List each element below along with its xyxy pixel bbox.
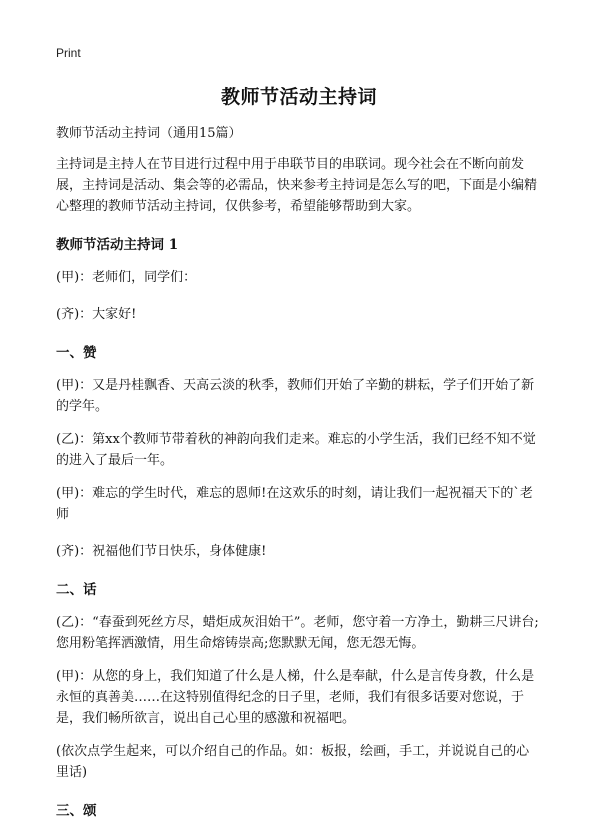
document-subtitle: 教师节活动主持词（通用15篇）: [56, 126, 242, 141]
section-song-heading: 三、颂: [56, 803, 97, 819]
dialogue-line-6: (齐)：祝福他们节日快乐，身体健康!: [56, 544, 267, 559]
dialogue-line-3: (甲)：又是丹桂飘香、天高云淡的秋季，教师们开始了辛勤的耕耘，学子们开始了新的学年。: [56, 378, 535, 414]
dialogue-line-8: (甲)：从您的身上，我们知道了什么是人梯，什么是奉献，什么是言传身教，什么是永恒的真善美……在这特别值得纪念的日子里，老师，我们有很多话要对您说，于是，我们畅所欲言，说出自己心里的感激和祝福吧。: [56, 669, 535, 726]
dialogue-line-7: (乙)：“春蚕到死丝方尽，蜡炬成灰泪始干”。老师，您守着一方净土，勤耕三尺讲台;您用粉笔挥洒激情，用生命熔铸崇高;您默默无闻，您无怨无悔。: [56, 615, 539, 651]
dialogue-line-5: (甲)：难忘的学生时代，难忘的恩师!在这欢乐的时刻，请让我们一起祝福天下的`老师: [56, 486, 533, 522]
dialogue-line-9: (依次点学生起来，可以介绍自己的作品。如：板报，绘画，手工，并说说自己的心里话): [56, 744, 530, 780]
dialogue-line-2: (齐)：大家好!: [56, 307, 137, 322]
section-hua-heading: 二、话: [56, 582, 97, 598]
print-label: Print: [56, 46, 81, 60]
section-heading-1: 教师节活动主持词 1: [56, 237, 179, 253]
section-zan-heading: 一、赞: [56, 345, 97, 361]
dialogue-line-4: (乙)：第xx个教师节带着秋的神韵向我们走来。难忘的小学生活，我们已经不知不觉的进入了最后一年。: [56, 432, 536, 468]
document-title: 教师节活动主持词: [220, 86, 377, 108]
dialogue-line-1: (甲)：老师们，同学们：: [56, 270, 197, 285]
intro-paragraph: 主持词是主持人在节目进行过程中用于串联节目的串联词。现今社会在不断向前发展，主持词是活动、集会等的必需品，快来参考主持词是怎么写的吧，下面是小编精心整理的教师节活动主持词，仅供参考，希望能够帮助到大家。: [56, 157, 538, 214]
